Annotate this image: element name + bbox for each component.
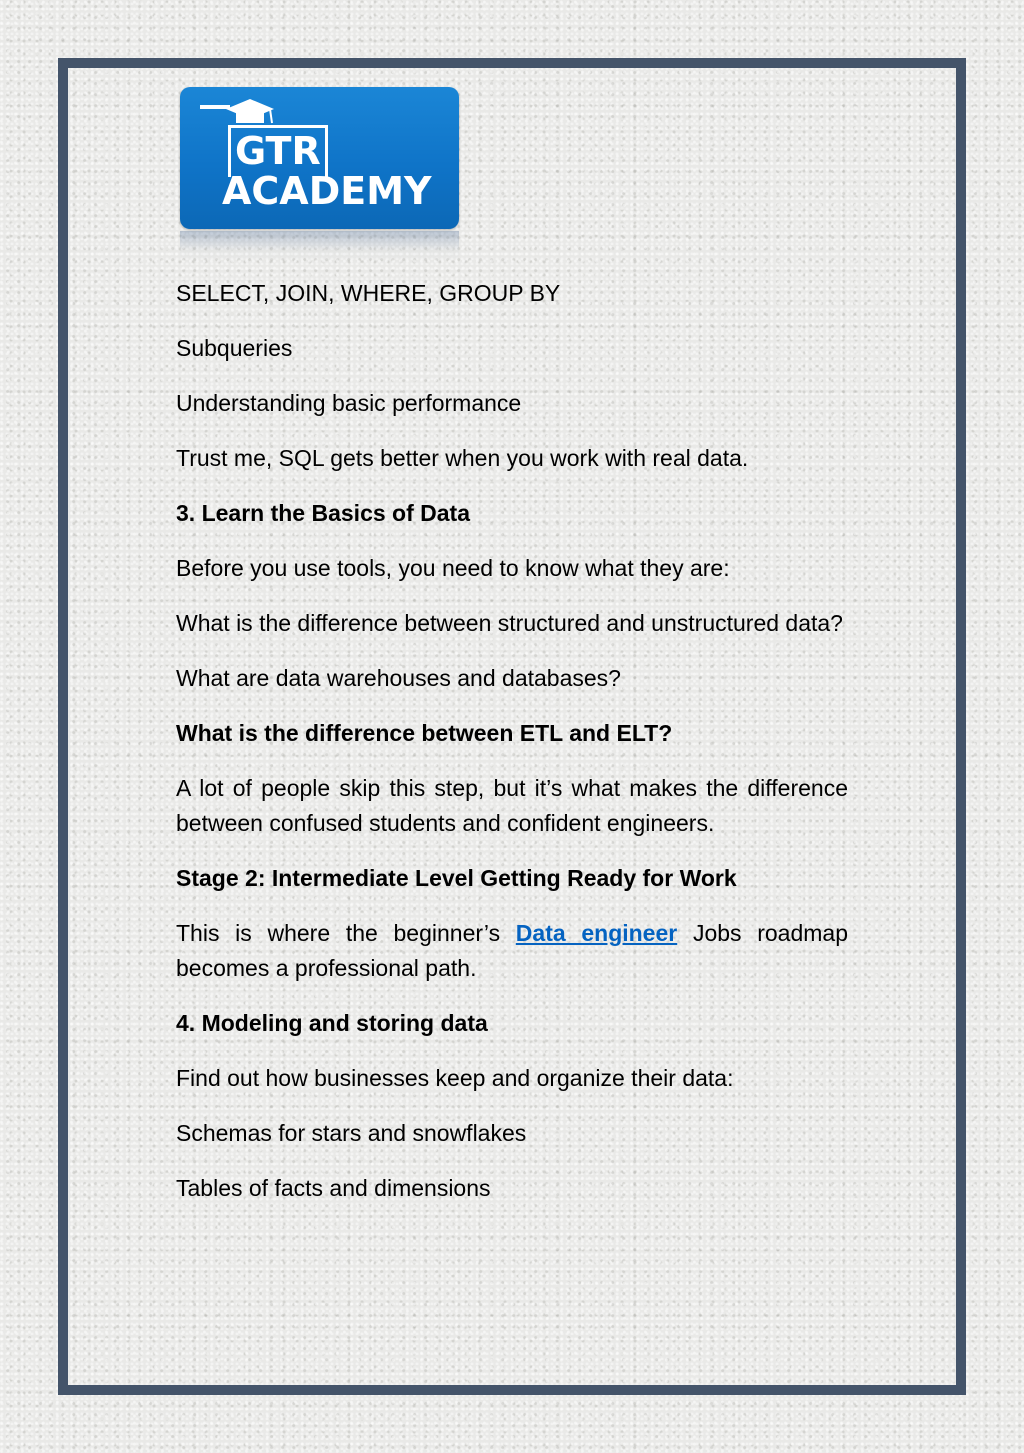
section-heading-basics-of-data: 3. Learn the Basics of Data xyxy=(176,500,470,526)
roadmap-text-after: Jobs roadmap becomes a professional path. xyxy=(176,920,849,981)
question-structured-data: What is the difference between structured and unstructured data? xyxy=(176,610,843,636)
question-etl-elt: What is the difference between ETL and ELT? xyxy=(176,720,673,746)
sql-topics-text: SELECT, JOIN, WHERE, GROUP BY xyxy=(176,280,561,306)
section-heading-modeling-data: 4. Modeling and storing data xyxy=(176,1010,488,1036)
logo-text-academy: ACADEMY xyxy=(222,169,432,213)
before-tools-text: Before you use tools, you need to know what they are: xyxy=(176,555,730,581)
roadmap-paragraph xyxy=(176,916,848,986)
performance-text: Understanding basic performance xyxy=(176,390,522,416)
question-data-warehouses: What are data warehouses and databases? xyxy=(176,665,621,691)
trust-text: Trust me, SQL gets better when you work with real data. xyxy=(176,445,749,471)
tables-text: Tables of facts and dimensions xyxy=(176,1175,491,1201)
stage-2-heading: Stage 2: Intermediate Level Getting Ready for Work xyxy=(176,865,737,891)
document-body xyxy=(176,276,848,1226)
subqueries-text: Subqueries xyxy=(176,335,293,361)
data-engineer-link[interactable]: Data engineer xyxy=(515,920,678,946)
gtr-academy-logo xyxy=(180,87,459,229)
logo-reflection xyxy=(180,231,459,263)
roadmap-text-before: This is where the beginner’s xyxy=(176,920,516,946)
find-out-text: Find out how businesses keep and organize their data: xyxy=(176,1065,734,1091)
schemas-text: Schemas for stars and snowflakes xyxy=(176,1120,527,1146)
logo-text-gtr: GTR xyxy=(228,125,328,177)
skip-step-paragraph: A lot of people skip this step, but it’s what makes the difference between confused students and confident engineers. xyxy=(176,775,848,836)
